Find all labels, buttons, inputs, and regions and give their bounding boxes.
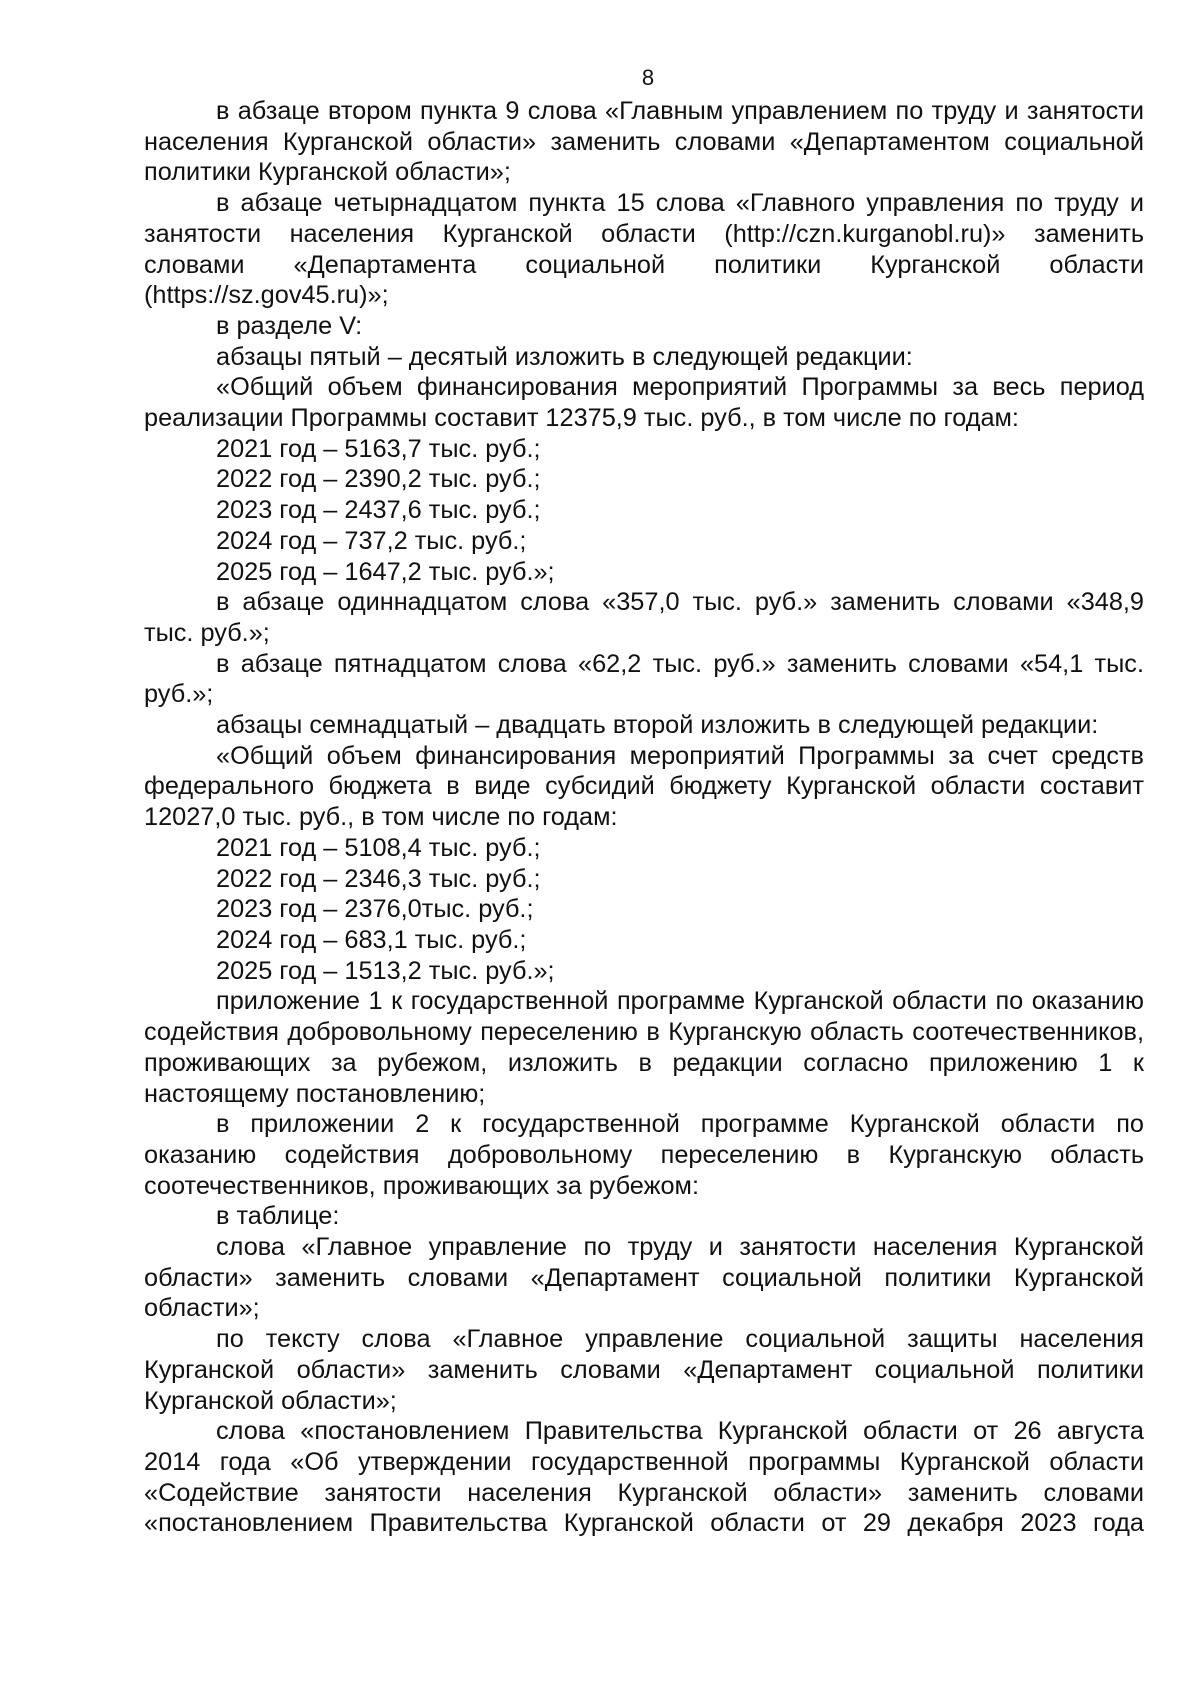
paragraph-2: в абзаце четырнадцатом пункта 15 слова «Главного управления по труду и занятости населения Курганской области (http://czn.kurganobl.ru)» заменить словами «Департамента социальной политики Курганской области (https://sz.gov45.ru)»; [144,189,1144,310]
paragraph-13: абзацы семнадцатый – двадцать второй изложить в следующей редакции: [216,711,1099,740]
paragraph-24: по тексту слова «Главное управление социальной защиты населения Курганской области» заменить словами «Департамент социальной политики Курганской области»; [144,1325,1144,1415]
page-number: 8 [641,65,655,90]
paragraph-5: «Общий объем финансирования мероприятий Программы за весь период реализации Программы составит 12375,9 тыс. руб., в том числе по годам: [144,373,1144,433]
paragraph-8: 2023 год – 2437,6 тыс. руб.; [216,496,541,525]
paragraph-20: приложение 1 к государственной программе Курганской области по оказанию содействия добровольному переселению в Курганскую область соотечественников, проживающих за рубежом, изложить в редакции согласно приложению 1 к настоящему постановлению; [144,987,1144,1108]
paragraph-4: абзацы пятый – десятый изложить в следующей редакции: [216,342,913,371]
paragraph-18: 2024 год – 683,1 тыс. руб.; [216,925,527,954]
paragraph-25: слова «постановлением Правительства Курганской области от 26 августа 2014 года «Об утверждении государственной программы Курганской области «Содействие занятости населения Курганской области» заменить словами «постановлением Правительства Курганской области от 29 декабря 2023 года [144,1417,1144,1538]
paragraph-1: в абзаце втором пункта 9 слова «Главным управлением по труду и занятости населения Курганской области» заменить словами «Департаментом социальной политики Курганской области»; [144,97,1144,187]
paragraph-19: 2025 год – 1513,2 тыс. руб.»; [216,956,555,985]
paragraph-15: 2021 год – 5108,4 тыс. руб.; [216,833,541,862]
paragraph-17: 2023 год – 2376,0тыс. руб.; [216,895,534,924]
paragraph-16: 2022 год – 2346,3 тыс. руб.; [216,864,541,893]
paragraph-12: в абзаце пятнадцатом слова «62,2 тыс. руб.» заменить словами «54,1 тыс. руб.»; [144,649,1144,709]
paragraph-11: в абзаце одиннадцатом слова «357,0 тыс. руб.» заменить словами «348,9 тыс. руб.»; [144,588,1144,647]
paragraph-14: «Общий объем финансирования мероприятий Программы за счет средств федерального бюджета в виде субсидий бюджету Курганской области составит 12027,0 тыс. руб., в том числе по годам: [144,741,1144,832]
paragraph-21: в приложении 2 к государственной программе Курганской области по оказанию содействия добровольному переселению в Курганскую область соотечественников, проживающих за рубежом: [144,1110,1144,1200]
paragraph-22: в таблице: [216,1202,340,1231]
paragraph-23: слова «Главное управление по труду и занятости населения Курганской области» заменить словами «Департамент социальной политики Курганской области»; [144,1233,1144,1323]
paragraph-9: 2024 год – 737,2 тыс. руб.; [216,526,527,555]
paragraph-10: 2025 год – 1647,2 тыс. руб.»; [216,557,555,586]
paragraph-3: в разделе V: [216,311,363,340]
paragraph-6: 2021 год – 5163,7 тыс. руб.; [216,434,541,463]
paragraph-7: 2022 год – 2390,2 тыс. руб.; [216,465,541,494]
document-page [144,62,1144,1539]
